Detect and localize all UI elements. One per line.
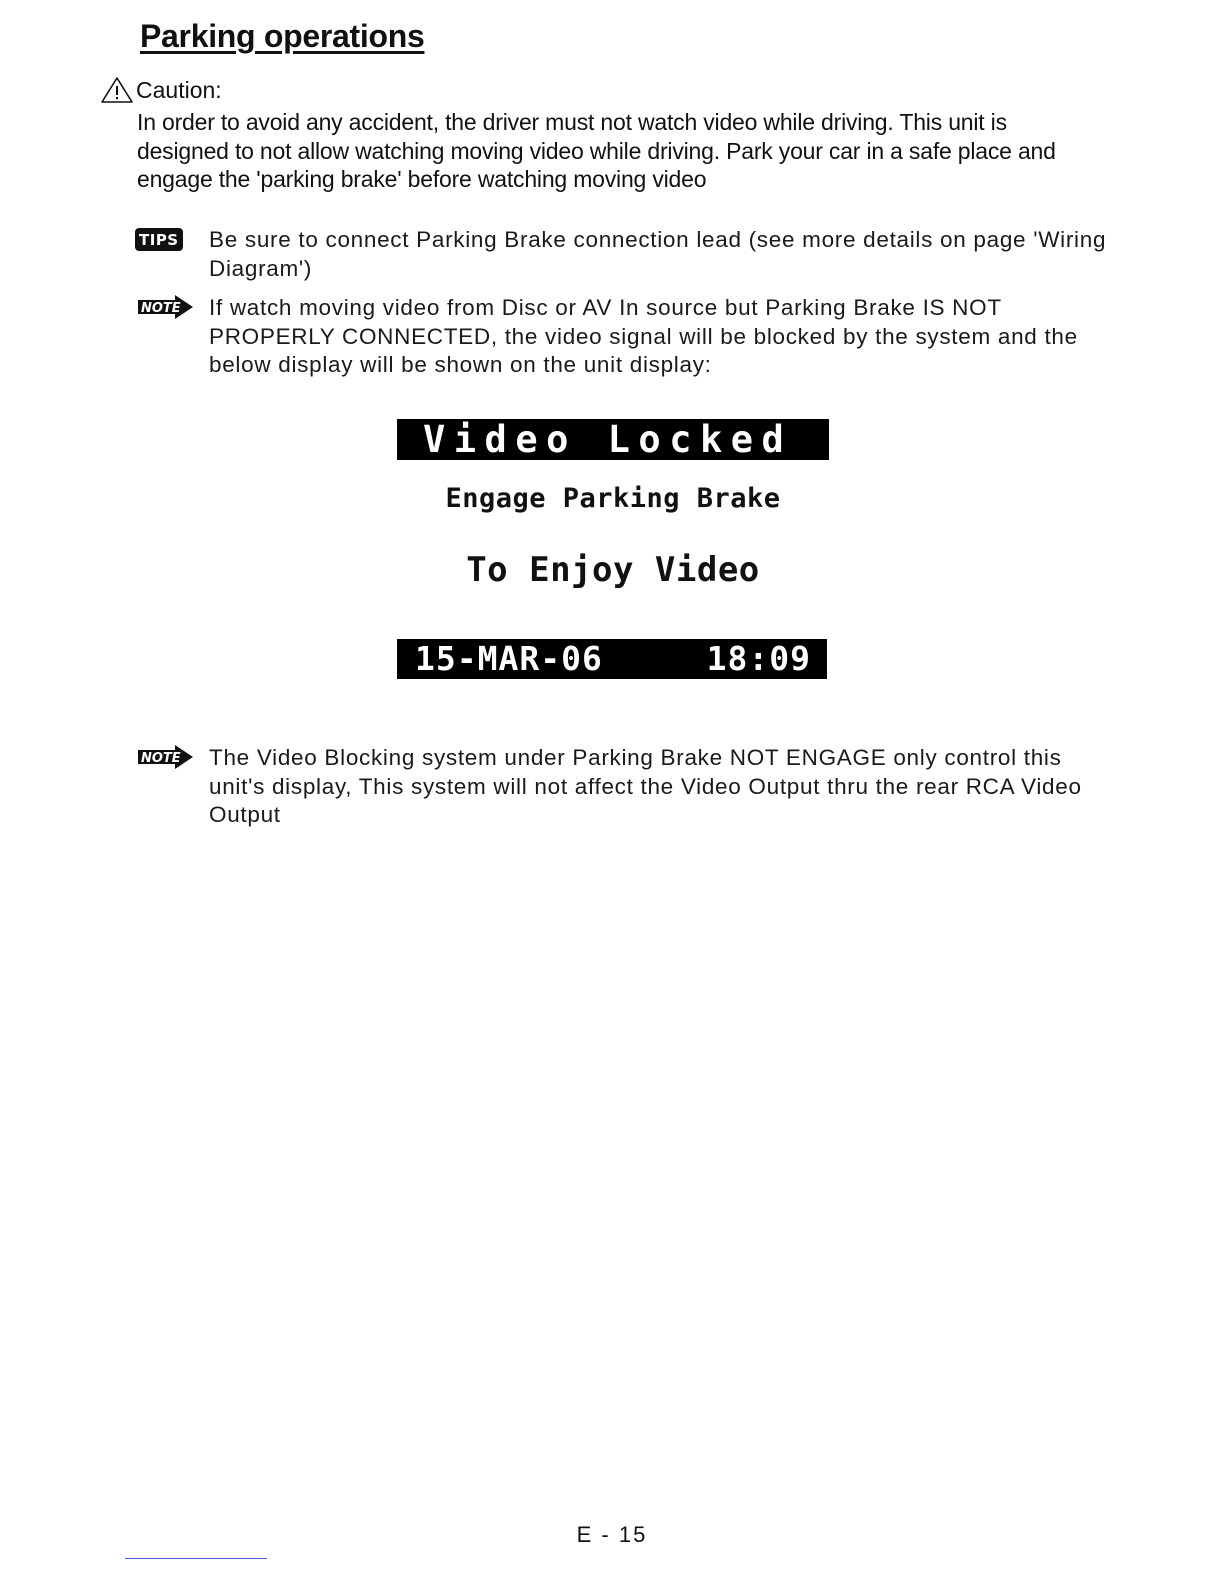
tips-badge: TIPS xyxy=(135,228,183,251)
page-number: E - 15 xyxy=(576,1522,648,1547)
enjoy-video-message: To Enjoy Video xyxy=(466,550,760,590)
note-text: If watch moving video from Disc or AV In source but Parking Brake IS NOT PROPERLY CONNECTED, the video signal will be blocked by the system and the below display will be shown on the unit display: xyxy=(209,295,1078,377)
engage-brake-message: Engage Parking Brake xyxy=(445,483,781,514)
display-date: 15-MAR-06 xyxy=(415,639,603,678)
note-arrow-icon xyxy=(135,294,209,325)
display-time: 18:09 xyxy=(706,639,811,678)
tips-text: Be sure to connect Parking Brake connection lead (see more details on page 'Wiring Diagram') xyxy=(209,227,1107,281)
warning-triangle-icon xyxy=(100,76,134,104)
tips-icon xyxy=(135,226,209,251)
note-badge-2: NOTE xyxy=(141,751,181,766)
date-time-bar xyxy=(397,639,827,679)
note-item xyxy=(135,294,1109,380)
tips-item xyxy=(135,226,1109,283)
note-arrow-icon xyxy=(135,744,209,775)
caution-header xyxy=(100,74,222,106)
caution-text: In order to avoid any accident, the driver must not watch video while driving. This unit is designed to not allow watching moving video while driving. Park your car in a safe place and engage the 'parking brake' before watching moving video xyxy=(137,109,1056,192)
footer-rule xyxy=(125,1558,267,1559)
note-badge: NOTE xyxy=(141,301,181,316)
page-title: Parking operations xyxy=(140,18,425,54)
video-locked-banner: Video Locked xyxy=(397,419,829,460)
note-text-2: The Video Blocking system under Parking Brake NOT ENGAGE only control this unit's display, This system will not affect the Video Output thru the rear RCA Video Output xyxy=(209,745,1082,827)
note-item-2 xyxy=(135,744,1109,830)
caution-label: Caution: xyxy=(136,76,222,103)
